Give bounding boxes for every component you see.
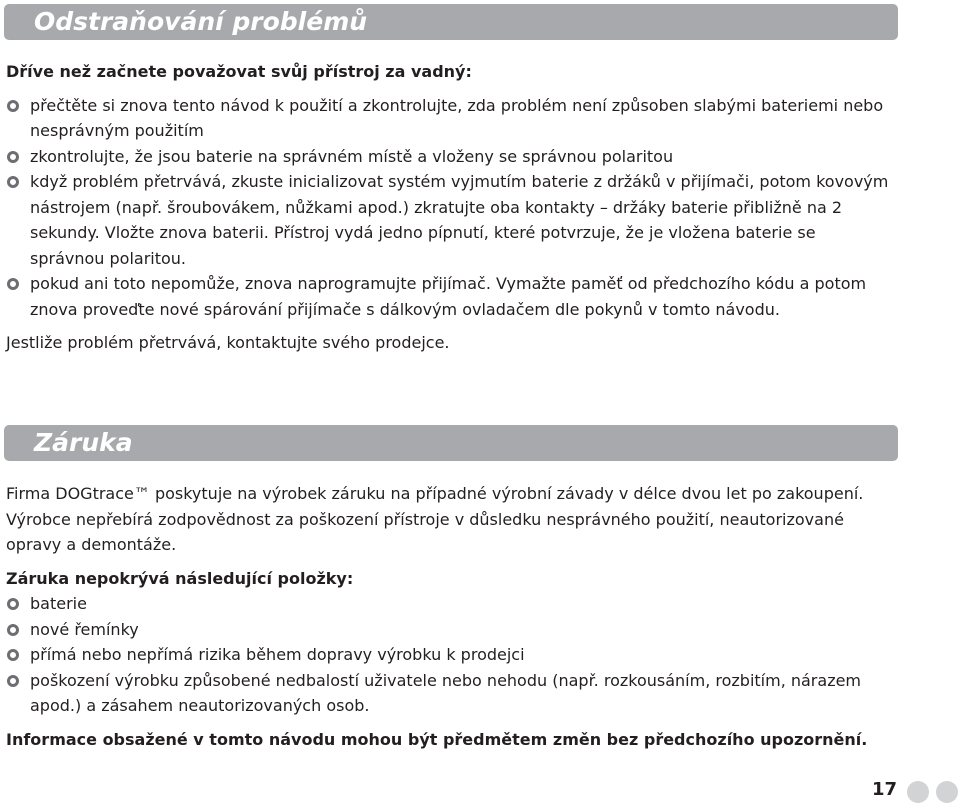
list-item-text: pokud ani toto nepomůže, znova naprogramujte přijímač. Vymažte paměť od předchozího kódu a potom znova proveďte nové spárování přijímače s dálkovým ovladačem dle pokynů v tomto návodu. — [30, 274, 867, 319]
list-item — [6, 642, 892, 668]
ring-bullet-icon — [7, 598, 19, 610]
list-item — [6, 668, 892, 719]
list-item-text: přímá nebo nepřímá rizika během dopravy výrobku k prodejci — [30, 645, 525, 664]
ring-bullet-icon — [7, 649, 19, 661]
troubleshooting-section — [6, 59, 892, 356]
list-item — [6, 271, 892, 322]
list-item-text: zkontrolujte, že jsou baterie na správném místě a vloženy se správnou polaritou — [30, 146, 674, 166]
list-item-text: poškození výrobku způsobené nedbalostí uživatele nebo nehodu (např. rozkousáním, rozbitím, nárazem apod.) a zásahem neautorizovaných osob. — [30, 670, 862, 715]
list-item — [6, 169, 892, 271]
warranty-exclusions-list — [6, 591, 892, 719]
list-item-text: přečtěte si znova tento návod k použití a zkontrolujte, zda problém není způsoben slabými bateriemi nebo nesprávným použitím — [30, 95, 884, 140]
circle-dot-icon — [936, 781, 958, 803]
circle-dot-icon — [907, 781, 929, 803]
ring-bullet-icon — [7, 100, 19, 112]
warranty-exclusions-heading: Záruka nepokrývá následující položky: — [6, 568, 354, 588]
list-item-text: baterie — [30, 594, 87, 613]
ring-bullet-icon — [7, 624, 19, 636]
warranty-intro: Firma DOGtrace™ poskytuje na výrobek záruku na případné výrobní závady v délce dvou let po zakoupení. Výrobce nepřebírá zodpovědnost za poškození přístroje v důsledku nesprávného použití, neautorizované opravy a demontáže. — [6, 484, 864, 554]
ring-bullet-icon — [7, 278, 19, 290]
list-item-text: když problém přetrvává, zkuste inicializovat systém vyjmutím baterie z držáků v přijímači, potom kovovým nástrojem (např. šroubovákem, nůžkami apod.) zkratujte oba kontakty – držáky baterie přibližně na 2 sekundy. Vložte znova baterii. Přístroj vydá jedno pípnutí, které potvrzuje, že je vložena baterie se správnou polaritou. — [30, 172, 889, 268]
warranty-header-bar — [4, 425, 898, 461]
troubleshooting-header-bar — [4, 4, 898, 40]
list-item — [6, 93, 892, 144]
ring-bullet-icon — [7, 176, 19, 188]
warranty-section — [6, 481, 892, 752]
troubleshooting-title: Odstraňování problémů — [34, 7, 368, 36]
list-item — [6, 617, 892, 643]
troubleshooting-lead: Dříve než začnete považovat svůj přístroj za vadný: — [6, 62, 472, 81]
page-number: 17 — [872, 779, 898, 800]
troubleshooting-list — [6, 93, 892, 323]
list-item — [6, 591, 892, 617]
list-item-text: nové řemínky — [30, 619, 139, 639]
ring-bullet-icon — [7, 675, 19, 687]
troubleshooting-closing: Jestliže problém přetrvává, kontaktujte svého prodejce. — [6, 333, 450, 352]
ring-bullet-icon — [7, 151, 19, 163]
warranty-notice: Informace obsažené v tomto návodu mohou být předmětem změn bez předchozího upozornění. — [6, 729, 868, 749]
list-item — [6, 144, 892, 170]
warranty-title: Záruka — [34, 428, 133, 457]
